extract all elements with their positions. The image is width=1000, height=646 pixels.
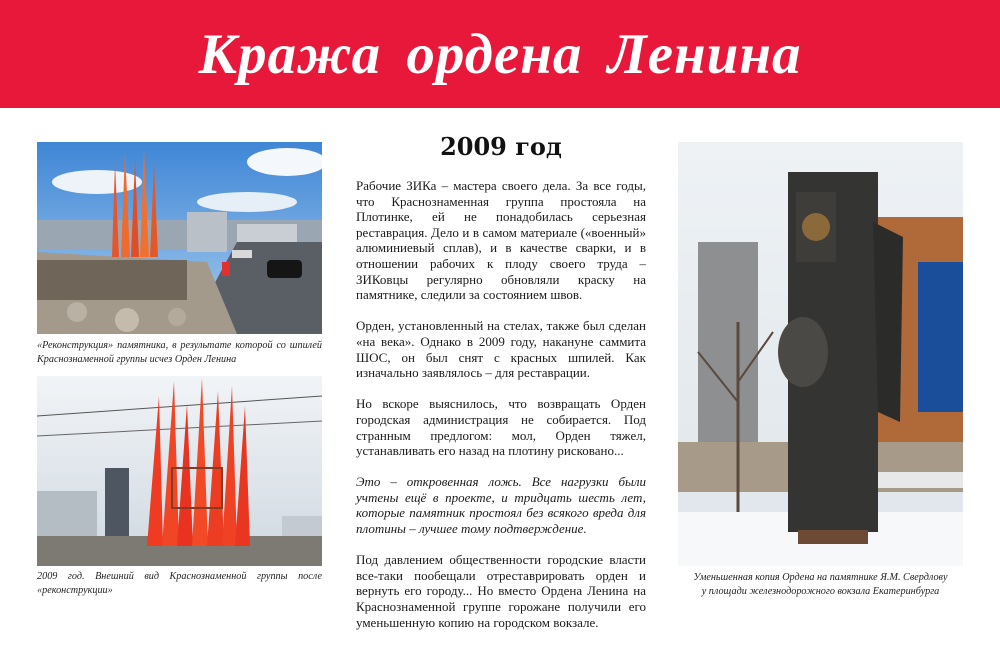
reconstruction-photo bbox=[37, 142, 322, 334]
article-text bbox=[356, 178, 646, 646]
banner-group-caption: 2009 год. Внешний вид Краснознаменной группы после «реконструкции» bbox=[37, 571, 322, 596]
article-paragraph: Но вскоре выяснилось, что возвращать Орден городская администрация не собирается. Под странным предлогом: мол, Орден тяжел, устанавливать его назад на плотину рисковано... bbox=[356, 396, 646, 459]
article-paragraph: Орден, установленный на стелах, также был сделан «на века». Однако в 2009 году, накануне саммита ШОС, он был снят с красных шпилей. Как изначально заявлялось – для реставрации. bbox=[356, 318, 646, 381]
article-paragraph: Рабочие ЗИКа – мастера своего дела. За все годы, что Краснознаменная группа простояла на Плотинке, ей не понадобилась серьезная реставрация. Дело и в самом материале («военный» алюминиевый сплав), и в качестве сварки, и в отношении рабочих к плоду своего труда – ЗИКовцы регулярно обновляли краску на памятнике, следили за состоянием швов. bbox=[356, 178, 646, 303]
year-heading: 2009 год bbox=[440, 132, 562, 161]
sverdlov-monument-photo bbox=[678, 142, 963, 566]
reconstruction-caption: «Реконструкция» памятника, в результате которой со шпилей Краснознаменной группы исчез Орден Ленина bbox=[37, 340, 322, 365]
article-paragraph-italic: Это – откровенная ложь. Все нагрузки были учтены ещё в проекте, и тридцать шесть лет, которые памятник простоял без всякого вреда для плотины – лучшее тому подтверждение. bbox=[356, 474, 646, 537]
banner-group-photo bbox=[37, 376, 322, 566]
sverdlov-caption bbox=[678, 571, 963, 599]
sverdlov-caption-line: у площади железнодорожного вокзала Екатеринбурга bbox=[701, 586, 940, 597]
article-paragraph: Под давлением общественности городские власти все-таки пообещали отреставрировать орден и вернуть его городу... Но вместо Ордена Ленина на Краснознаменной группе горожане получили его уменьшенную копию на городском вокзале. bbox=[356, 552, 646, 630]
sverdlov-caption-line: Уменьшенная копия Ордена на памятнике Я.М. Свердлову bbox=[693, 572, 948, 583]
page-title: Кража ордена Ленина bbox=[198, 23, 802, 86]
